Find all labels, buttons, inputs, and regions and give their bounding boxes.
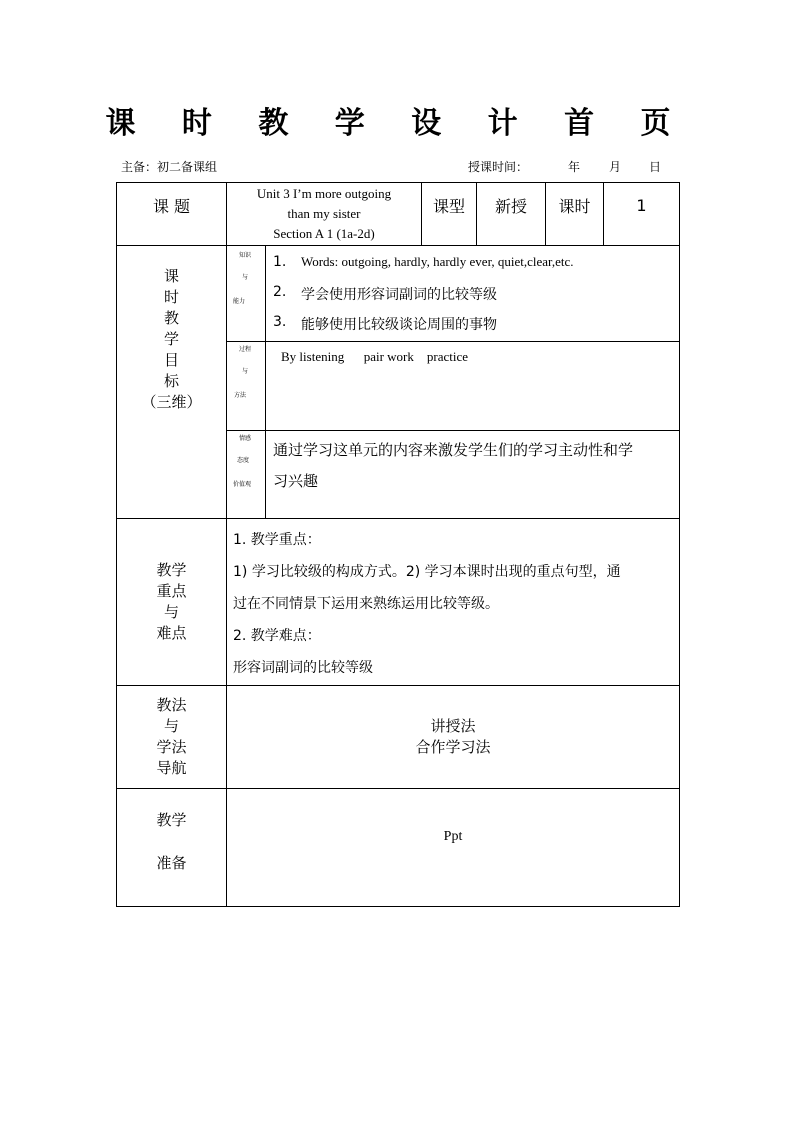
class-hours-value: 1 [636,195,647,215]
focus-line: 1. 教学重点： [233,532,321,548]
year-label: 年 [568,160,581,174]
knowledge-item: 2. 学会使用形容词副词的比较等级 [273,284,497,303]
date-label: 授课时间： [468,160,529,174]
focus-line: 形容词副词的比较等级 [233,660,373,676]
class-hours-label: 课时 [558,196,591,216]
methods-label: 教法 与 学法 导航 [156,696,187,777]
lesson-type-value: 新授 [494,196,527,216]
prepared-by: 主备：初二备课组 [121,160,218,174]
knowledge-item: 1. Words: outgoing, hardly, hardly ever, quiet,clear,etc. [273,254,574,270]
process-text: By listening pair work practice [281,349,469,364]
focus-label: 教学 重点 与 难点 [156,561,187,642]
topic-line-1: Unit 3 I’m more outgoing [256,186,392,201]
emotion-text: 通过学习这单元的内容来激发学生们的学习主动性和学 习兴趣 [273,441,634,490]
topic-label: 课 题 [152,197,191,216]
focus-content [233,524,675,684]
focus-line: 过在不同情景下运用来熟练运用比较等级。 [233,596,499,612]
focus-line: 1) 学习比较级的构成方式。2) 学习本课时出现的重点句型，通 [233,564,621,580]
page-title: 课 时 教 学 设 计 首 页 [105,106,689,141]
focus-line: 2. 教学难点： [233,628,321,644]
process-side-label: 过程 与 方法 [234,346,252,399]
month-label: 月 [609,160,622,174]
topic-value [227,184,421,244]
goals-label: 课 时 教 学 目 标 （三维） [141,267,202,411]
knowledge-item: 3. 能够使用比较级谈论周围的事物 [273,314,497,333]
emotion-side-label: 情感 态度 价值观 [233,435,252,488]
lesson-type-label: 课型 [432,196,465,216]
topic-line-3: Section A 1 (1a-2d) [273,226,375,241]
topic-line-2: than my sister [287,206,361,221]
knowledge-side-label: 知识 与 能力 [233,252,252,305]
prep-label: 教学 准备 [156,811,187,872]
knowledge-list [270,254,675,344]
prep-value: Ppt [443,829,463,844]
methods-content: 讲授法 合作学习法 [415,717,491,756]
day-label: 日 [649,160,662,174]
